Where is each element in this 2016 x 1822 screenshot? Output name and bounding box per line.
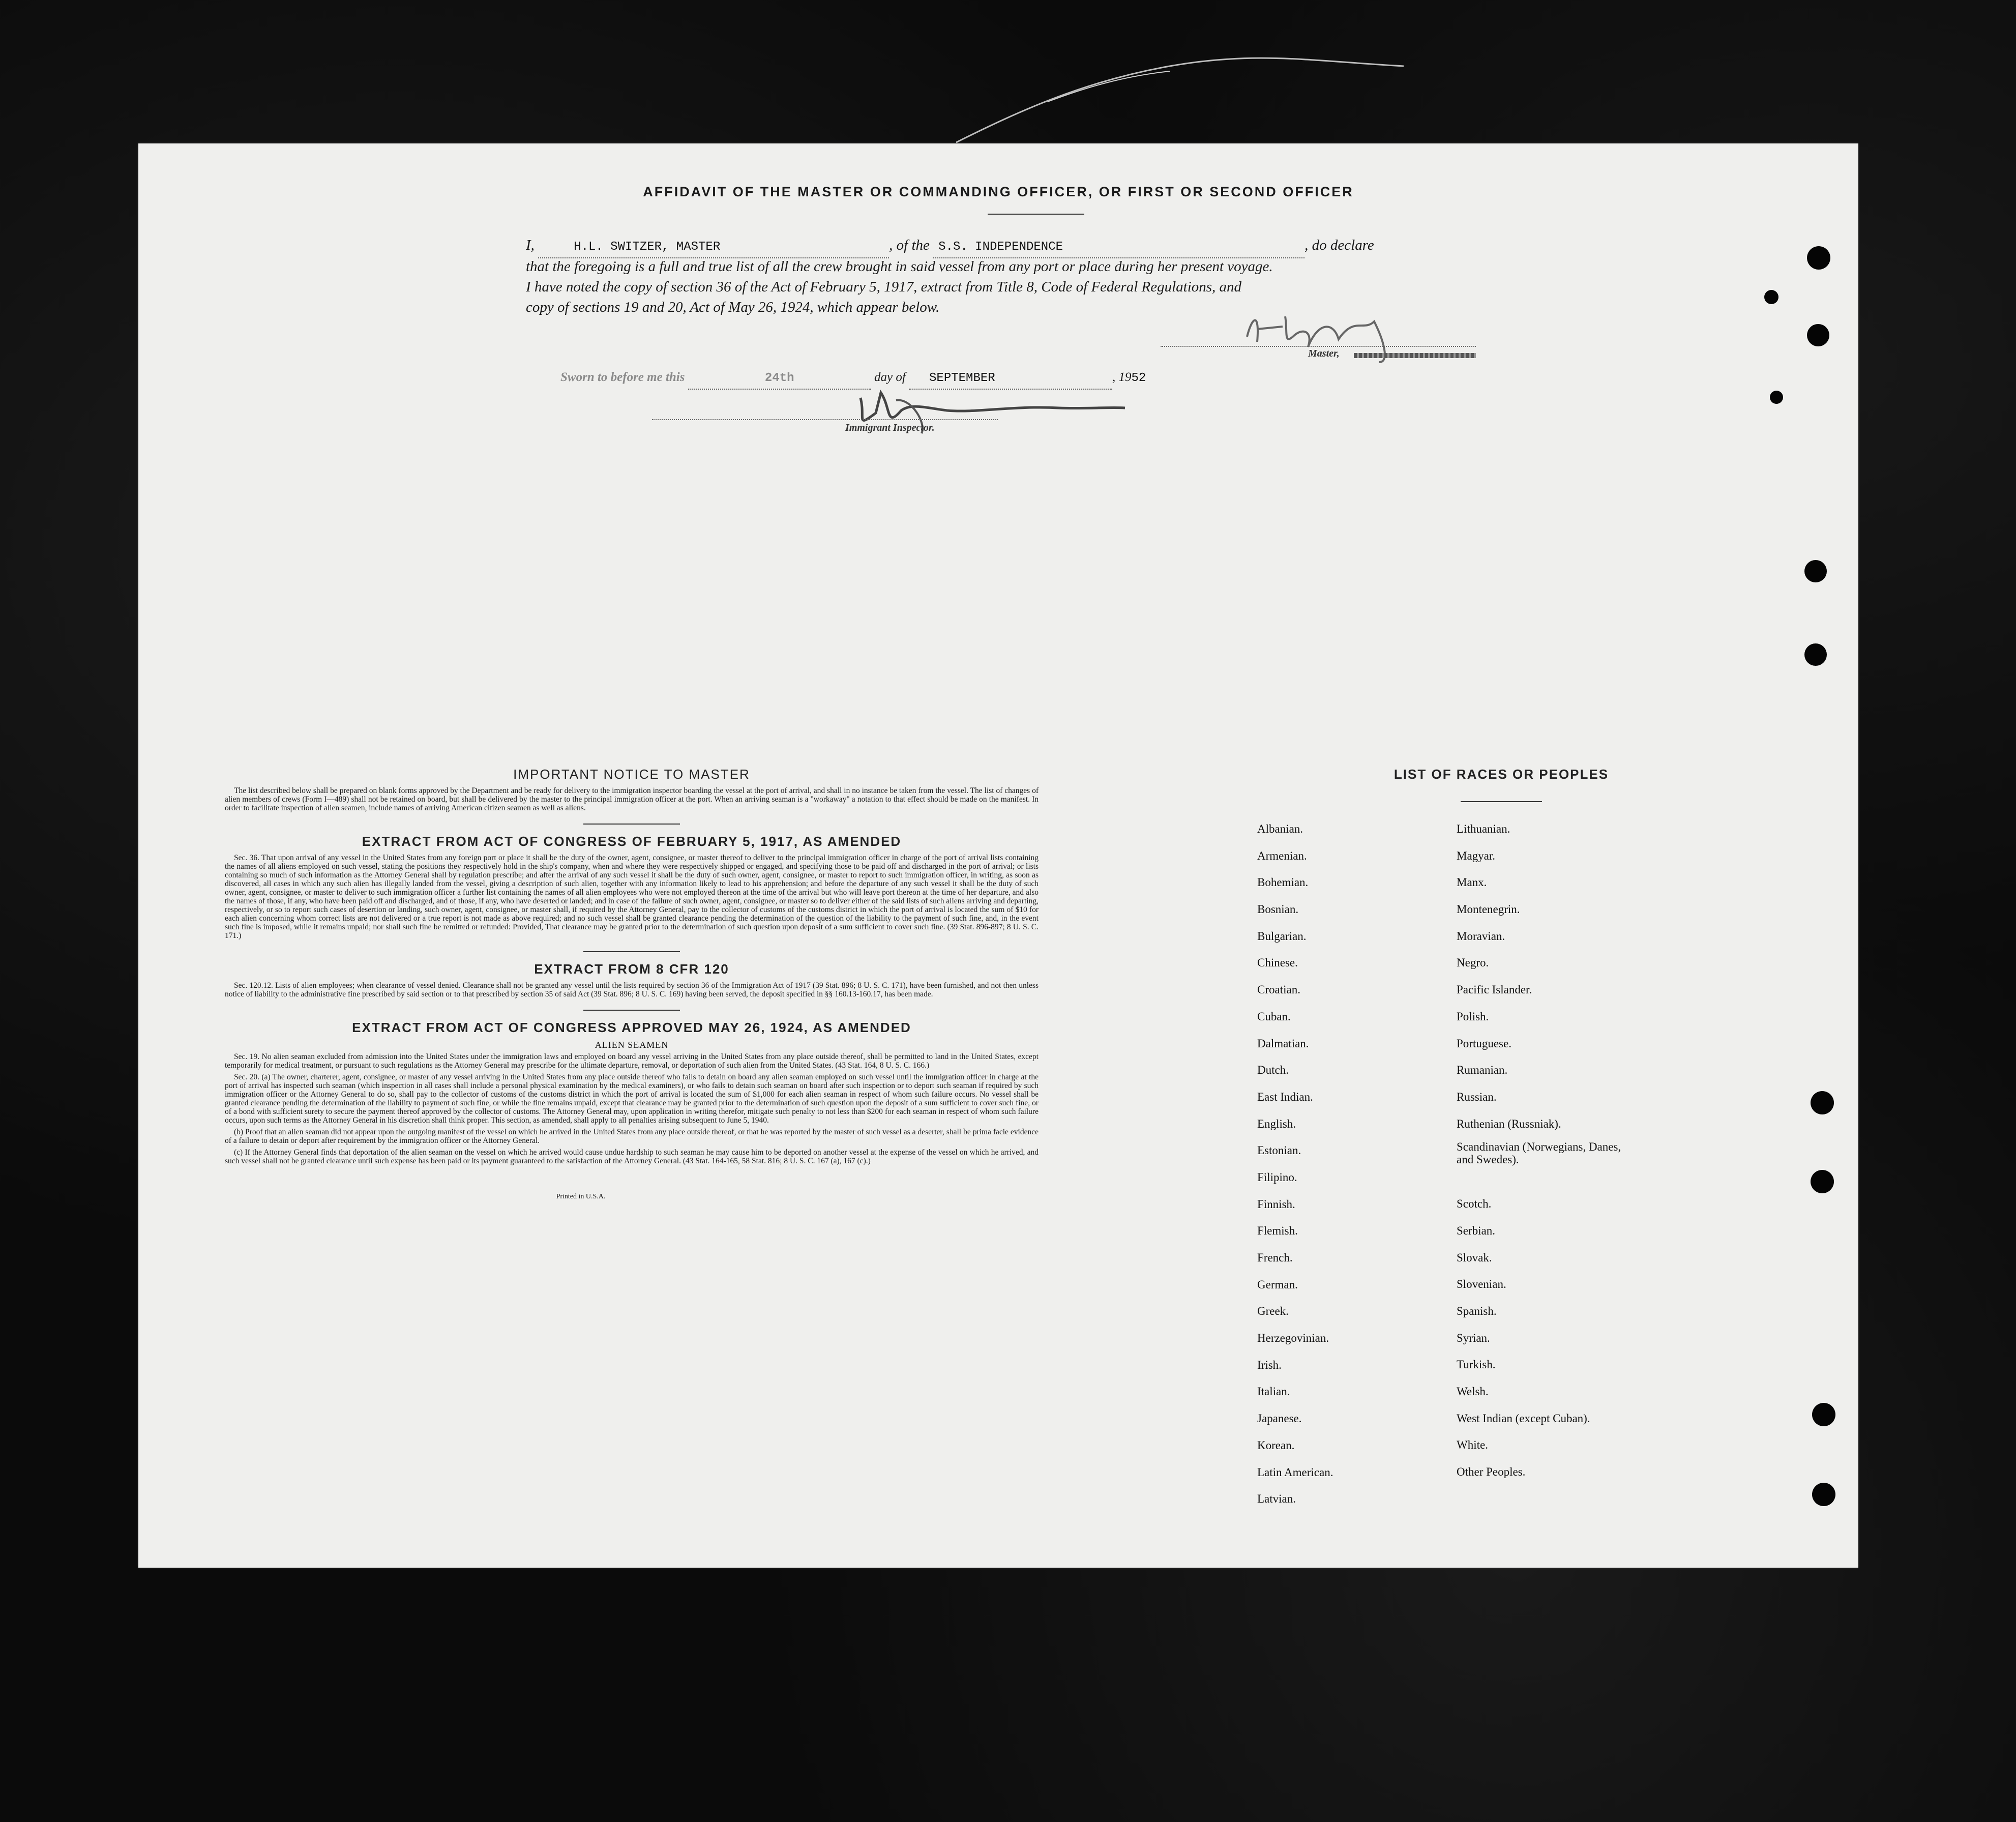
race-item: Herzegovinian. [1257,1332,1329,1345]
section-divider [583,951,680,952]
vessel-name-field: S.S. INDEPENDENCE [938,240,1063,254]
race-item: Turkish. [1457,1358,1496,1371]
race-item: Manx. [1457,876,1487,889]
binder-hole [1770,391,1783,404]
section-divider [583,1010,680,1011]
race-item: Bohemian. [1257,876,1309,889]
binder-hole [1811,1091,1834,1114]
race-item: Slovenian. [1457,1278,1506,1291]
extract-1924-title: EXTRACT FROM ACT OF CONGRESS APPROVED MAY 26, 1924, AS AMENDED [352,1020,911,1035]
sec-20a-text: Sec. 20. (a) The owner, charterer, agent, consignee, or master of any vessel arriving in the United States from any place outside thereof who fails to detain on board any alien seaman employed on such vessel until the immigration officer in charge at the port of arrival has inspected such seaman (which inspection in all cases shall include a personal physical examination by the medical examiners), or who fails to detain such seaman on board after such inspection or to deport such seaman if required by such immigration officer or the Attorney General to do so, shall pay to the collector of customs of the customs district in which the port of arrival is located the sum of $1,000 for each alien seaman in respect of whom such failure occurs. No vessel shall be granted clearance pending the determination of the liability to payment of such fine, or while the fine remains unpaid, except that clearance may be granted prior to the determination of such question upon the deposit of a sum sufficient to cover such fine, or of a bond with sufficient surety to secure the payment thereof approved by the collector of customs. The Attorney General may, upon application in writing therefor, mitigate such penalty to not less than $200 for each seaman in respect of whom such failure occurs, upon such terms as the Attorney General in his discretion shall think proper. This section, as amended, shall apply to all penalties arising subsequent to June 5, 1940. [225,1073,1039,1125]
master-name-field: H.L. SWITZER, MASTER [574,240,721,254]
sworn-line: Sworn to before me this 24th day of SEPTEMBER , 1952 [560,367,1517,390]
race-item: Scotch. [1457,1197,1492,1211]
race-item: Japanese. [1257,1412,1302,1425]
race-item: Finnish. [1257,1197,1295,1211]
race-item: White. [1457,1438,1488,1452]
declaration-line-3: I have noted the copy of section 36 of the Act of February 5, 1917, extract from Title 8, Code of Federal Regulations, and [526,279,1242,295]
race-item: Lithuanian. [1457,822,1510,835]
races-divider [1461,801,1542,802]
notice-column [225,767,1039,1201]
race-item: East Indian. [1257,1090,1313,1103]
race-item: Cuban. [1257,1010,1291,1023]
declaration-line-1: I, H.L. SWITZER, MASTER , of the S.S. INDEPENDENCE , do declare [526,235,1482,258]
notice-body: The list described below shall be prepared on blank forms approved by the Department and be ready for delivery to the immigration inspector boarding the vessel at the port of arrival, and shall in no instance be taken from the vessel. The list of changes of alien members of crews (Form I—489) shall not be retained on board, but shall be delivered by the master to the principal immigration officer at the port. When an arriving seaman is a "workaway" a notation to that effect should be made on the manifest. In order to facilitate inspection of alien seamen, include names of arriving American citizen seamen as well as aliens. [225,786,1039,812]
race-item: Moravian. [1457,929,1505,943]
crossed-out-title [1354,353,1476,358]
race-item: Korean. [1257,1438,1295,1452]
binder-hole [1804,560,1827,582]
race-item: Bosnian. [1257,903,1299,916]
race-item: Albanian. [1257,822,1303,835]
binder-hole [1811,1170,1834,1193]
declaration-line-2: that the foregoing is a full and true list of all the crew brought in said vessel from any port or place during her present voyage. [526,258,1273,275]
binder-hole [1764,290,1778,304]
sworn-month-field: SEPTEMBER [929,371,995,385]
race-item: Chinese. [1257,956,1298,969]
race-item: French. [1257,1251,1293,1264]
races-left-column [1257,816,1333,1513]
race-item: Slovak. [1457,1251,1492,1264]
declaration-line-4: copy of sections 19 and 20, Act of May 26, 1924, which appear below. [526,299,940,315]
races-right-column [1457,816,1624,1486]
race-item: Irish. [1257,1358,1282,1371]
race-item: Polish. [1457,1010,1489,1023]
race-item: Serbian. [1457,1224,1496,1237]
race-item: Russian. [1457,1090,1497,1103]
race-item: Magyar. [1457,849,1496,862]
race-item: Dalmatian. [1257,1037,1309,1050]
race-item: Other Peoples. [1457,1465,1526,1479]
master-caption: Master, [1308,348,1340,359]
race-item: English. [1257,1117,1296,1130]
race-item: Portuguese. [1457,1037,1511,1050]
race-item: German. [1257,1278,1298,1291]
race-item: Bulgarian. [1257,929,1307,943]
sworn-day-field: 24th [764,371,794,385]
race-item: Greek. [1257,1305,1289,1318]
notice-title: IMPORTANT NOTICE TO MASTER [513,767,750,782]
binder-hole [1804,643,1827,666]
race-item: Estonian. [1257,1144,1301,1157]
sec-20c-text: (c) If the Attorney General finds that deportation of the alien seaman on the vessel on which he arrived would cause undue hardship to such seaman he may cause him to be deported on another vessel at the expense of the vessel on which he arrived, and such vessel shall not be granted clearance until such expense has been paid or its payment guaranteed to the satisfaction of the Attorney General. (43 Stat. 164-165, 58 Stat. 816; 8 U. S. C. 167 (a), 167 (c).) [225,1148,1039,1165]
race-item: Flemish. [1257,1224,1298,1238]
section-divider [583,824,680,825]
race-item: Italian. [1257,1385,1290,1398]
race-item: West Indian (except Cuban). [1457,1412,1590,1425]
binder-hole [1812,1403,1835,1426]
sec-20b-text: (b) Proof that an alien seaman did not appear upon the outgoing manifest of the vessel on which he arrived in the United States from any place outside thereof, or that he was reported by the master of such vessel as a deserter, shall be prima facie evidence of a failure to detain or deport after requirement by the immigration officer or the Attorney General. [225,1128,1039,1145]
race-item: Latvian. [1257,1492,1296,1506]
extract-cfr-title: EXTRACT FROM 8 CFR 120 [534,961,729,977]
binder-hole [1807,324,1829,346]
sworn-year-field: 52 [1131,371,1146,385]
binder-hole [1807,246,1830,270]
inspector-caption: Immigrant Inspector. [845,422,935,433]
race-item: Welsh. [1457,1385,1489,1398]
race-item: Ruthenian (Russniak). [1457,1117,1561,1130]
affidavit-title: AFFIDAVIT OF THE MASTER OR COMMANDING OFFICER, OR FIRST OR SECOND OFFICER [643,184,1354,199]
race-item: Rumanian. [1457,1064,1508,1077]
printed-in-usa: Printed in U.S.A. [556,1193,606,1200]
extract-1917-title: EXTRACT FROM ACT OF CONGRESS OF FEBRUARY 5, 1917, AS AMENDED [362,834,902,849]
race-item: Croatian. [1257,983,1300,996]
races-title: LIST OF RACES OR PEOPLES [1394,767,1609,782]
race-item: Scandinavian (Norwegians, Danes, and Swedes). [1457,1140,1621,1166]
title-divider [988,214,1084,215]
extract-cfr-body: Sec. 120.12. Lists of alien employees; when clearance of vessel denied. Clearance shall not be granted any vessel until the lists required by section 36 of the Immigration Act of 1917 (39 Stat. 896; 8 U. S. C. 171), have been furnished, and not then unless notice of liability to the administrative fine prescribed by said section or to that prescribed by section 35 of said Act (39 Stat. 896; 8 U. S. C. 169) having been served, the deposit specified in §§ 160.13-160.17, has been made. [225,981,1039,998]
race-item: Filipino. [1257,1170,1297,1184]
binder-hole [1812,1483,1835,1506]
inspector-signature-line [652,419,998,420]
sec-19-text: Sec. 19. No alien seaman excluded from admission into the United States under the immigration laws and employed on board any vessel arriving in the United States from any place outside thereof, shall be permitted to land in the United States, except temporarily for medical treatment, or pursuant to such regulations as the Attorney General may prescribe for the ultimate departure, removal, or deportation of such alien from the United States. (43 Stat. 164, 8 U. S. C. 166.) [225,1052,1039,1070]
alien-seamen-subtitle: ALIEN SEAMEN [595,1040,669,1050]
race-item: Syrian. [1457,1331,1490,1344]
document-page [138,143,1858,1568]
race-item: Latin American. [1257,1465,1333,1479]
race-item: Pacific Islander. [1457,983,1532,996]
race-item: Negro. [1457,956,1489,969]
race-item: Armenian. [1257,849,1307,862]
stray-thread [956,51,1414,153]
race-item: Montenegrin. [1457,903,1520,916]
race-item: Spanish. [1457,1305,1497,1317]
extract-1917-body: Sec. 36. That upon arrival of any vessel in the United States from any foreign port or place it shall be the duty of the owner, agent, consignee, or master thereof to deliver to the principal immigration officer in charge of the port of arrival lists containing the names of all aliens employed on such vessel, stating the positions they respectively hold in the ship's company, when and where they were respectively shipped or engaged, and specifying those to be paid off and discharged in the port of arrival; or lists containing so much of such information as the Attorney General shall by regulation prescribe; and after the arrival of any such vessel it shall be the duty of such owner, agent, consignee, or master to report to such immigration officer, in writing, as soon as discovered, all cases in which any such alien has illegally landed from the vessel, giving a description of such alien, together with any information likely to lead to his apprehension; and before the departure of any such vessel it shall be the duty of such owner, agent, consignee, or master to deliver to such immigration officer a further list containing the names of all alien employees who were not employed thereon at the time of the arrival but who will leave port thereon at the time of her departure, and also the names of those, if any, who have been paid off and discharged, and of those, if any, who have deserted or landed; and in case of the failure of such owner, agent, consignee, or master so to deliver either of the said lists of such aliens arriving and departing, respectively, or so to report such cases of desertion or landing, such owner, agent, consignee, or master shall, if required by the Attorney General, pay to the collector of customs of the customs district in which the port of arrival is located the sum of $10 for each alien concerning whom correct lists are not delivered or a true report is not made as above required; and no such vessel shall be granted clearance pending the determination of the question of the liability to the payment of such fine, and, in the event such fine is imposed, while it remains unpaid; nor shall such fine be remitted or refunded: Provided, That clearance may be granted prior to the determination of such question upon deposit of a sum sufficient to cover such fine. (39 Stat. 896-897; 8 U. S. C. 171.) [225,854,1039,940]
race-item: Dutch. [1257,1064,1289,1077]
